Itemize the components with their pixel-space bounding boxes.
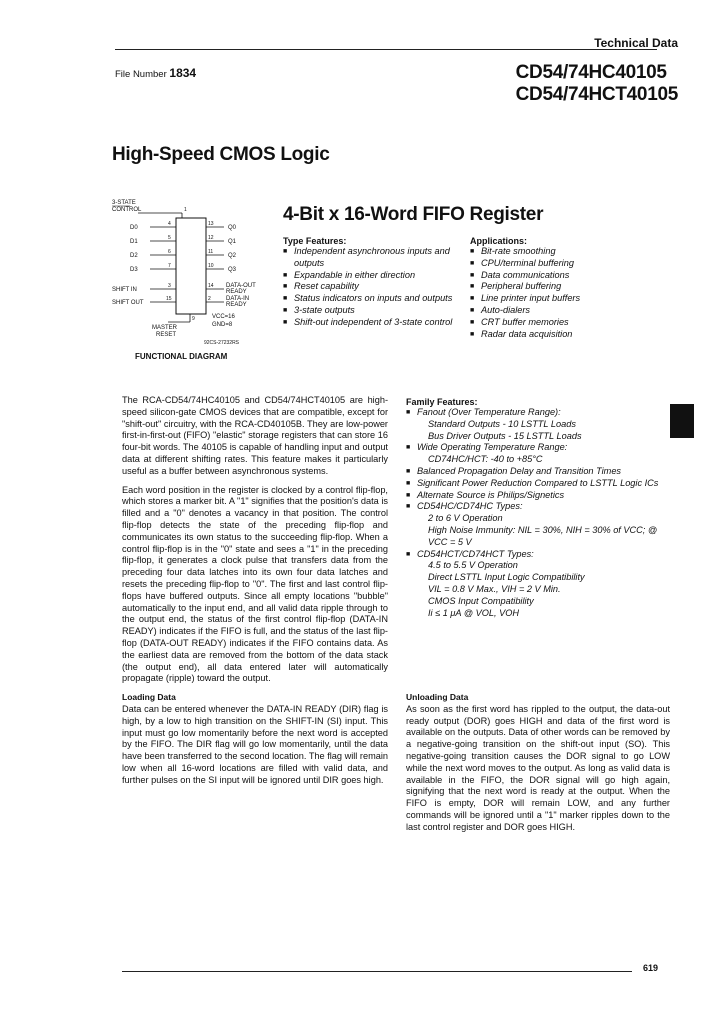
data-out-ready-label-1: DATA-OUT [226, 283, 256, 289]
family-features-heading: Family Features: [406, 397, 478, 407]
intro-paragraph-2: Each word position in the register is clocked by a control flip-flop, which stores a marker bit. A "1" signifies that the position's data is filled and a "0" denotes a vacancy in that position. The control flip-flop detects the state of the preceding flip-flop and communicates its own status to the succeeding flip-flop. When a control flip-flop is in the "0" state and sees a "1" in the preceding flip-flop, it generates a clock pulse that transfers data from the preceding four data latches into its own four data latches and resets the preceding flip-flop to "0". The first and last control flip-flops have buffered outputs. Since all empty locations "bubble" automatically to the input end, and all valid data ripple through to the output end, the status of the first control flip-flop (DATA-IN READY) indicates if the FIFO is full, and the status of the last flip-flop (DATA-OUT READY) indicates if the FIFO contains data. As the earliest data are removed from the bottom of the data stack (the output end), all data entered later will automatically propagate (ripple) toward the output. [122, 484, 388, 684]
page-number: 619 [642, 963, 658, 973]
input-d2: D2 [130, 253, 138, 259]
file-number-value: 1834 [169, 66, 197, 80]
page-subtitle: High-Speed CMOS Logic [112, 144, 330, 165]
list-subitem: VIL = 0.8 V Max., VIH = 2 V Min. [428, 583, 561, 594]
list-item: ■ Fanout (Over Temperature Range): Standard Outputs - 10 LSTTL Loads Bus Driver Outputs - 15 LSTTL Loads [406, 407, 668, 442]
pin-3: 3 [168, 283, 171, 289]
pin-7: 7 [168, 263, 171, 269]
list-subitem: Ii ≤ 1 μA @ VOL, VOH [428, 607, 520, 618]
list-item: ■ Expandable in either direction [283, 269, 416, 280]
list-item: ■ Status indicators on inputs and outputs [283, 293, 453, 304]
ctrl-label-2: CONTROL [112, 207, 142, 213]
list-item: ■ Radar data acquisition [470, 328, 573, 339]
list-item: ■ Significant Power Reduction Compared to LSTTL Logic ICs [406, 477, 659, 488]
data-out-ready-label-2: READY [226, 289, 247, 295]
type-features [283, 236, 463, 329]
list-item: ■ CD54HCT/CD74HCT Types: 4.5 to 5.5 V Operation Direct LSTTL Input Logic Compatibility VIL = 0.8 V Max., VIH = 2 V Min. CMOS Input Compatibility Ii ≤ 1 μA @ VOL, VOH [406, 549, 668, 620]
list-item: ■ Reset capability [283, 281, 359, 292]
input-d0: D0 [130, 225, 138, 231]
footer-rule [122, 971, 632, 972]
master-reset-label-1: MASTER [152, 325, 178, 331]
input-d3: D3 [130, 267, 138, 273]
technical-data-label: Technical Data [594, 36, 678, 50]
header-rule [115, 49, 657, 50]
diagram-caption: FUNCTIONAL DIAGRAM [135, 352, 228, 361]
applications [470, 236, 660, 340]
pin-15: 15 [166, 296, 172, 302]
left-column [122, 395, 388, 794]
loading-paragraph: Data can be entered whenever the DATA-IN READY (DIR) flag is high, by a low to high transition on the SHIFT-IN (SI) input. This input must go low momentarily before the next word is accepted by the FIFO. The DIR flag will go low momentarily, until the data have been transferred to the second location. The flag will remain low when all 16-word locations are filled with valid data, and further pulses on the SI input will be ignored until DIR goes high. [122, 703, 388, 785]
family-features [406, 397, 668, 619]
product-title: 4-Bit x 16-Word FIFO Register [283, 204, 544, 225]
output-q0: Q0 [228, 225, 237, 231]
applications-list [470, 246, 660, 340]
list-item: ■ Shift-out independent of 3-state control [283, 316, 453, 327]
list-item: ■ Peripheral buffering [470, 281, 562, 292]
ctrl-label-1: 3-STATE [112, 200, 136, 206]
list-item: ■ CRT buffer memories [470, 316, 569, 327]
list-item: ■ Line printer input buffers [470, 293, 581, 304]
unloading-section [406, 686, 670, 841]
pin-4: 4 [168, 221, 171, 227]
pin-10: 10 [208, 263, 214, 269]
shift-out-label: SHIFT OUT [112, 300, 144, 306]
pin-13: 13 [208, 221, 214, 227]
file-number-label: File Number [115, 69, 167, 80]
part-number-hct: CD54/74HCT40105 [515, 84, 678, 105]
functional-diagram [110, 198, 280, 350]
list-subitem: Direct LSTTL Input Logic Compatibility [428, 572, 585, 583]
list-subitem: 2 to 6 V Operation [428, 513, 503, 524]
output-q1: Q1 [228, 239, 237, 245]
pin-2: 2 [208, 296, 211, 302]
type-features-list [283, 246, 463, 329]
output-q2: Q2 [228, 253, 237, 259]
list-subitem: CMOS Input Compatibility [428, 595, 534, 606]
list-item: ■ Alternate Source is Philips/Signetics [406, 489, 565, 500]
unloading-paragraph: As soon as the first word has rippled to the output, the data-out ready output (DOR) goes HIGH and data of the first word is available on the outputs. Data of other words can be removed by a negative-going transition on the shift-out input (SO). This negative-going transition causes the DOR signal to go LOW while the next word moves to the output. As long as valid data is available in the FIFO, the DOR signal will go high again, signifying that the next word is ready at the output. When the FIFO is empty, DOR will remain LOW, and any further commands will be ignored until a "1" marker ripples down to the last control register and DOR goes HIGH. [406, 703, 670, 832]
list-subitem: Bus Driver Outputs - 15 LSTTL Loads [428, 430, 582, 441]
pin-5: 5 [168, 235, 171, 241]
intro-paragraph-1: The RCA-CD54/74HC40105 and CD54/74HCT40105 are high-speed silicon-gate CMOS devices that are compatible, except for "shift-out" circuitry, with the RCA-CD40105B. They are low-power first-in-first-out (FIFO) "elastic" storage registers that can store 16 four-bit words. The 40105 is capable of handling input and output data at different shifting rates. This feature makes it particularly useful as a buffer between asynchronous systems. [122, 395, 388, 476]
figure-code: 92CS-27232RS [204, 340, 240, 346]
pin-6: 6 [168, 249, 171, 255]
list-item: ■ CD54HC/CD74HC Types: 2 to 6 V Operation High Noise Immunity: NIL = 30%, NIH = 30% of VCC; @ VCC = 5 V [406, 501, 668, 548]
list-subitem: High Noise Immunity: NIL = 30%, NIH = 30% of VCC; @ VCC = 5 V [428, 524, 658, 547]
part-number-hc: CD54/74HC40105 [515, 62, 667, 83]
list-item: ■ CPU/terminal buffering [470, 257, 574, 268]
data-in-ready-label-2: READY [226, 302, 247, 308]
shift-in-label: SHIFT IN [112, 287, 137, 293]
list-subitem: 4.5 to 5.5 V Operation [428, 560, 518, 571]
family-features-list [406, 407, 668, 619]
list-item: ■ 3-state outputs [283, 304, 355, 315]
pin-1: 1 [184, 207, 187, 213]
file-number [115, 66, 196, 80]
output-q3: Q3 [228, 267, 237, 273]
list-item: ■ Bit-rate smoothing [470, 246, 556, 256]
list-item: ■ Balanced Propagation Delay and Transition Times [406, 465, 622, 476]
list-item: ■ Independent asynchronous inputs and outputs [283, 246, 450, 268]
input-d1: D1 [130, 239, 138, 245]
list-subitem: Standard Outputs - 10 LSTTL Loads [428, 418, 576, 429]
list-item: ■ Auto-dialers [470, 304, 531, 315]
pin-11: 11 [208, 249, 214, 255]
pin-14: 14 [208, 283, 214, 289]
vcc-label: VCC=16 [212, 314, 235, 320]
pin-12: 12 [208, 235, 214, 241]
data-in-ready-label-1: DATA-IN [226, 296, 250, 302]
applications-heading: Applications: [470, 236, 528, 246]
section-tab-marker [670, 404, 694, 438]
pin-9: 9 [192, 316, 195, 322]
master-reset-label-2: RESET [156, 332, 177, 338]
list-item: ■ Data communications [470, 269, 570, 280]
unloading-heading: Unloading Data [406, 692, 469, 702]
list-item: ■ Wide Operating Temperature Range: CD74HC/HCT: -40 to +85°C [406, 442, 668, 466]
list-subitem: CD74HC/HCT: -40 to +85°C [428, 454, 543, 465]
gnd-label: GND=8 [212, 322, 233, 328]
loading-heading: Loading Data [122, 692, 176, 703]
type-features-heading: Type Features: [283, 236, 347, 246]
part-numbers [516, 62, 678, 106]
